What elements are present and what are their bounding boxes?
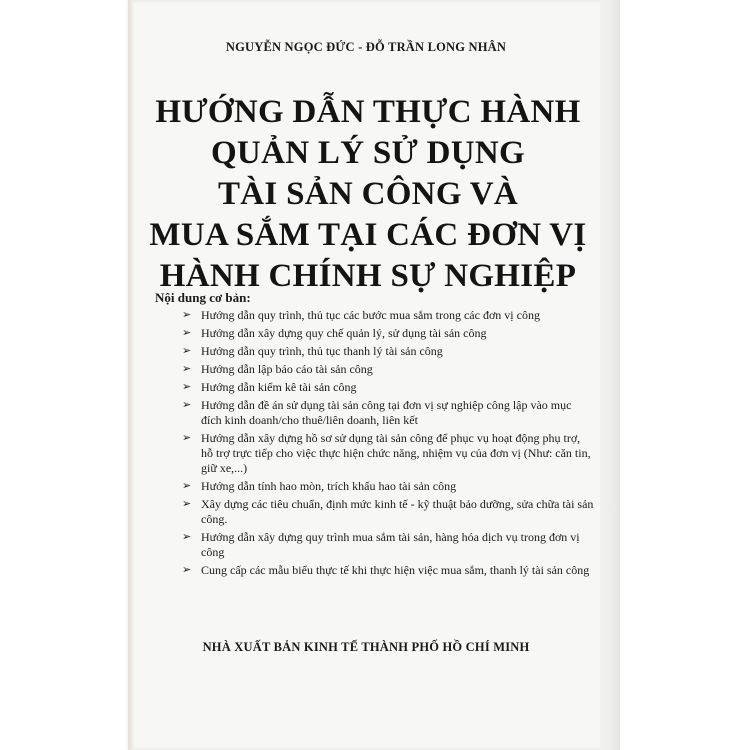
list-item-text: Xây dựng các tiêu chuẩn, định mức kinh tế - kỹ thuật bảo dưỡng, sửa chữa tài sản công. (201, 497, 594, 526)
list-item-text: Cung cấp các mẫu biểu thực tế khi thực hiện việc mua sắm, thanh lý tài sản công (201, 563, 590, 577)
title-line: MUA SẮM TẠI CÁC ĐƠN VỊ (149, 217, 587, 253)
arrow-bullet-icon: ➢ (182, 498, 192, 510)
title-line: QUẢN LÝ SỬ DỤNG (210, 135, 526, 171)
publisher-name: NHÀ XUẤT BẢN KINH TẾ THÀNH PHỐ HỒ CHÍ MINH (202, 640, 530, 654)
arrow-bullet-icon: ➢ (182, 531, 192, 543)
title-line: HƯỚNG DẪN THỰC HÀNH (155, 94, 581, 130)
contents-heading: Nội dung cơ bản: (155, 290, 251, 305)
list-item-text: Hướng dẫn xây dựng hồ sơ sử dụng tài sản công để phục vụ hoạt động phụ trợ, hỗ trợ trực tiếp cho việc thực hiện chức năng, nhiệm vụ của đơn vị (Như: căn tin, giữ xe,...) (201, 431, 591, 475)
arrow-bullet-icon: ➢ (182, 381, 192, 393)
list-item-text: Hướng dẫn xây dựng quy trình mua sắm tài sản, hàng hóa dịch vụ trong đơn vị công (201, 530, 580, 559)
list-item (155, 479, 595, 494)
list-item-text: Hướng dẫn kiểm kê tài sản công (201, 380, 357, 394)
arrow-bullet-icon: ➢ (182, 363, 192, 375)
list-item-text: Hướng dẫn xây dựng quy chế quản lý, sử dụng tài sản công (201, 326, 487, 340)
arrow-bullet-icon: ➢ (182, 564, 192, 576)
page-left-edge (128, 0, 133, 750)
arrow-bullet-icon: ➢ (182, 480, 192, 492)
list-item (155, 497, 595, 527)
contents-section (155, 290, 595, 581)
list-item-text: Hướng dẫn đề án sử dụng tài sản công tại đơn vị sự nghiệp công lập vào mục đích kinh doanh/cho thuê/liên doanh, liên kết (201, 398, 572, 427)
arrow-bullet-icon: ➢ (182, 432, 192, 444)
book-title (140, 92, 596, 297)
arrow-bullet-icon: ➢ (182, 309, 192, 321)
arrow-bullet-icon: ➢ (182, 327, 192, 339)
book-authors: NGUYỄN NGỌC ĐỨC - ĐỖ TRẦN LONG NHÂN (225, 40, 507, 54)
list-item (155, 563, 595, 578)
list-item (155, 308, 595, 323)
list-item-text: Hướng dẫn quy trình, thủ tục các bước mua sắm trong các đơn vị công (201, 308, 540, 322)
contents-list (155, 308, 595, 578)
list-item (155, 344, 595, 359)
list-item-text: Hướng dẫn lập báo cáo tài sản công (201, 362, 373, 376)
list-item (155, 398, 595, 428)
title-line: TÀI SẢN CÔNG VÀ (217, 176, 519, 212)
arrow-bullet-icon: ➢ (182, 399, 192, 411)
list-item (155, 380, 595, 395)
list-item-text: Hướng dẫn tính hao mòn, trích khấu hao tài sản công (201, 479, 457, 493)
list-item (155, 431, 595, 476)
page-stack-edge (600, 0, 620, 750)
list-item (155, 362, 595, 377)
list-item (155, 326, 595, 341)
arrow-bullet-icon: ➢ (182, 345, 192, 357)
list-item (155, 530, 595, 560)
list-item-text: Hướng dẫn quy trình, thủ tục thanh lý tài sản công (201, 344, 443, 358)
title-line: HÀNH CHÍNH SỰ NGHIỆP (159, 258, 577, 294)
